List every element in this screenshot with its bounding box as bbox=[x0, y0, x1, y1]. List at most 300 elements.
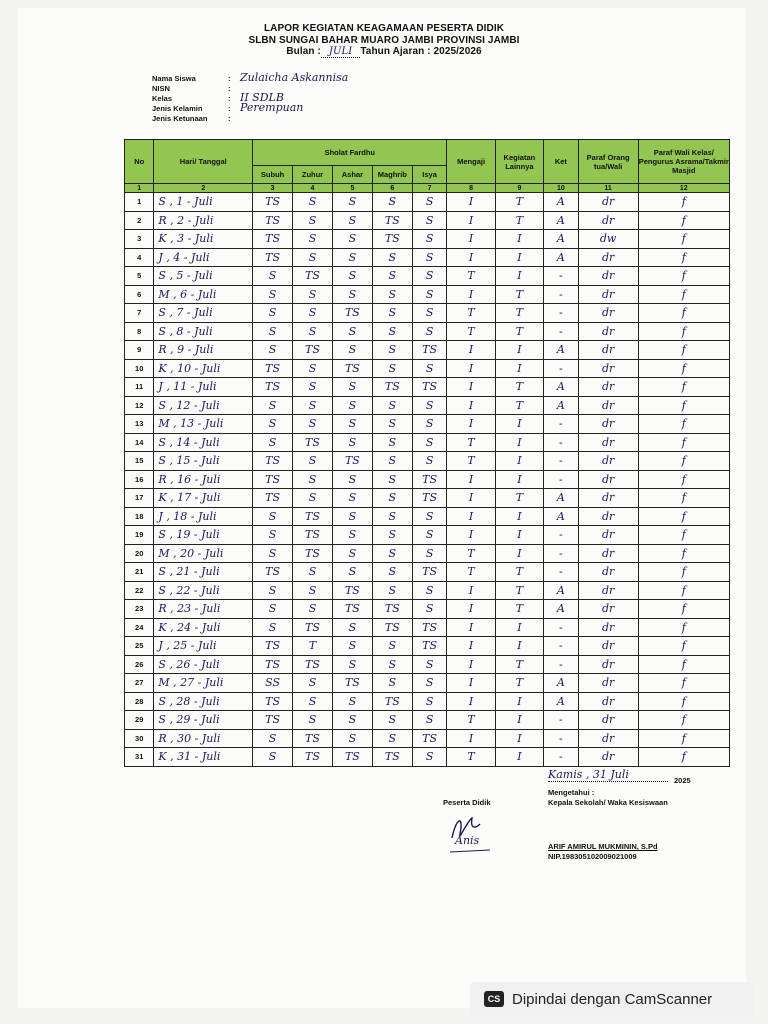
table-cell: - bbox=[544, 285, 579, 304]
table-cell: I bbox=[495, 230, 543, 249]
table-cell: 10 bbox=[125, 359, 154, 378]
table-cell: S bbox=[293, 415, 333, 434]
table-cell: TS bbox=[253, 692, 293, 711]
table-cell: I bbox=[495, 711, 543, 730]
table-cell: f bbox=[638, 230, 729, 249]
table-cell: S bbox=[293, 396, 333, 415]
table-cell: K , 31 - Juli bbox=[154, 748, 253, 767]
table-cell: - bbox=[544, 452, 579, 471]
officer-nip: NIP.198305102009021009 bbox=[548, 852, 637, 861]
table-cell: T bbox=[495, 193, 543, 212]
table-cell: T bbox=[447, 748, 495, 767]
table-cell: dr bbox=[578, 600, 638, 619]
table-cell: - bbox=[544, 618, 579, 637]
table-cell: S , 15 - Juli bbox=[154, 452, 253, 471]
table-cell: f bbox=[638, 396, 729, 415]
table-cell: f bbox=[638, 193, 729, 212]
table-row bbox=[125, 674, 730, 693]
table-row bbox=[125, 581, 730, 600]
table-cell: dr bbox=[578, 489, 638, 508]
table-cell: K , 10 - Juli bbox=[154, 359, 253, 378]
table-cell: I bbox=[495, 618, 543, 637]
table-cell: f bbox=[638, 563, 729, 582]
table-cell: 29 bbox=[125, 711, 154, 730]
table-cell: S bbox=[372, 322, 412, 341]
table-cell: dr bbox=[578, 470, 638, 489]
table-row bbox=[125, 248, 730, 267]
table-cell: dr bbox=[578, 267, 638, 286]
table-cell: - bbox=[544, 359, 579, 378]
table-row bbox=[125, 359, 730, 378]
table-cell: R , 23 - Juli bbox=[154, 600, 253, 619]
table-cell: dr bbox=[578, 581, 638, 600]
table-cell: I bbox=[447, 729, 495, 748]
table-cell: I bbox=[447, 285, 495, 304]
table-cell: I bbox=[447, 692, 495, 711]
table-cell: S bbox=[293, 230, 333, 249]
header-ket: Ket bbox=[544, 140, 579, 184]
table-cell: TS bbox=[293, 544, 333, 563]
footer-year: 2025 bbox=[674, 776, 691, 785]
student-field-label: NISN bbox=[152, 84, 170, 93]
table-cell: S bbox=[332, 489, 372, 508]
table-cell: A bbox=[544, 248, 579, 267]
table-cell: S bbox=[412, 211, 447, 230]
table-cell: S bbox=[412, 248, 447, 267]
header-sholat: Sholat Fardhu bbox=[253, 140, 447, 166]
table-cell: S bbox=[293, 193, 333, 212]
table-cell: 5 bbox=[125, 267, 154, 286]
table-cell: dr bbox=[578, 285, 638, 304]
table-cell: I bbox=[495, 359, 543, 378]
table-cell: S bbox=[412, 433, 447, 452]
table-cell: S bbox=[412, 415, 447, 434]
table-cell: 26 bbox=[125, 655, 154, 674]
table-cell: S bbox=[412, 267, 447, 286]
table-row bbox=[125, 193, 730, 212]
table-cell: S bbox=[293, 674, 333, 693]
table-cell: f bbox=[638, 304, 729, 323]
table-cell: f bbox=[638, 248, 729, 267]
table-cell: I bbox=[495, 433, 543, 452]
table-cell: S bbox=[332, 507, 372, 526]
table-cell: 22 bbox=[125, 581, 154, 600]
student-signature-icon bbox=[446, 808, 496, 858]
table-cell: f bbox=[638, 544, 729, 563]
table-cell: S bbox=[332, 341, 372, 360]
table-cell: TS bbox=[253, 359, 293, 378]
table-cell: S bbox=[293, 711, 333, 730]
table-cell: S bbox=[332, 211, 372, 230]
table-cell: T bbox=[447, 544, 495, 563]
table-cell: S , 5 - Juli bbox=[154, 267, 253, 286]
table-cell: A bbox=[544, 193, 579, 212]
table-cell: T bbox=[447, 433, 495, 452]
table-cell: S bbox=[332, 711, 372, 730]
table-cell: TS bbox=[253, 248, 293, 267]
table-cell: f bbox=[638, 507, 729, 526]
table-cell: TS bbox=[253, 452, 293, 471]
table-cell: S bbox=[372, 396, 412, 415]
student-field-label: Kelas bbox=[152, 94, 173, 103]
table-cell: dr bbox=[578, 211, 638, 230]
table-cell: S bbox=[332, 526, 372, 545]
table-cell: dr bbox=[578, 415, 638, 434]
table-cell: T bbox=[495, 600, 543, 619]
table-cell: M , 6 - Juli bbox=[154, 285, 253, 304]
table-cell: dr bbox=[578, 729, 638, 748]
table-cell: S bbox=[412, 544, 447, 563]
header-maghrib: Maghrib bbox=[372, 166, 412, 184]
table-cell: M , 27 - Juli bbox=[154, 674, 253, 693]
table-cell: TS bbox=[293, 341, 333, 360]
camscanner-logo-icon: CS bbox=[484, 991, 504, 1007]
table-cell: I bbox=[447, 341, 495, 360]
table-cell: S bbox=[293, 378, 333, 397]
table-cell: f bbox=[638, 322, 729, 341]
header-isya: Isya bbox=[412, 166, 447, 184]
table-cell: A bbox=[544, 341, 579, 360]
table-cell: 16 bbox=[125, 470, 154, 489]
table-cell: I bbox=[447, 526, 495, 545]
table-cell: - bbox=[544, 415, 579, 434]
table-cell: TS bbox=[293, 748, 333, 767]
table-cell: 23 bbox=[125, 600, 154, 619]
header-hari: Hari/ Tanggal bbox=[154, 140, 253, 184]
table-cell: K , 3 - Juli bbox=[154, 230, 253, 249]
table-cell: TS bbox=[412, 563, 447, 582]
column-number: 9 bbox=[495, 184, 543, 193]
table-cell: S bbox=[293, 211, 333, 230]
table-cell: TS bbox=[332, 359, 372, 378]
table-cell: S , 26 - Juli bbox=[154, 655, 253, 674]
student-field-label: Nama Siswa bbox=[152, 74, 196, 83]
header-no: No bbox=[125, 140, 154, 184]
table-cell: dr bbox=[578, 433, 638, 452]
table-cell: TS bbox=[332, 674, 372, 693]
table-cell: S bbox=[293, 248, 333, 267]
header-paraf-wali: Paraf Wali Kelas/ Pengurus Asrama/Takmir Masjid bbox=[638, 140, 729, 184]
table-cell: TS bbox=[412, 470, 447, 489]
table-cell: 8 bbox=[125, 322, 154, 341]
table-cell: S , 21 - Juli bbox=[154, 563, 253, 582]
table-cell: S bbox=[332, 655, 372, 674]
table-cell: I bbox=[495, 748, 543, 767]
table-cell: f bbox=[638, 748, 729, 767]
table-cell: S bbox=[332, 692, 372, 711]
table-cell: S bbox=[372, 304, 412, 323]
table-cell: TS bbox=[372, 692, 412, 711]
table-cell: dr bbox=[578, 396, 638, 415]
table-cell: R , 2 - Juli bbox=[154, 211, 253, 230]
table-cell: R , 30 - Juli bbox=[154, 729, 253, 748]
table-cell: R , 9 - Juli bbox=[154, 341, 253, 360]
table-row bbox=[125, 267, 730, 286]
table-cell: f bbox=[638, 211, 729, 230]
table-cell: f bbox=[638, 378, 729, 397]
table-cell: I bbox=[447, 655, 495, 674]
table-cell: J , 18 - Juli bbox=[154, 507, 253, 526]
table-cell: 28 bbox=[125, 692, 154, 711]
table-cell: f bbox=[638, 415, 729, 434]
table-row bbox=[125, 655, 730, 674]
mengetahui-label: Mengetahui : bbox=[548, 788, 595, 797]
table-cell: - bbox=[544, 304, 579, 323]
table-cell: T bbox=[495, 211, 543, 230]
table-cell: S bbox=[253, 544, 293, 563]
student-field-value: Zulaicha Askannisa bbox=[240, 71, 349, 84]
table-cell: J , 11 - Juli bbox=[154, 378, 253, 397]
header-mengaji: Mengaji bbox=[447, 140, 495, 184]
table-row bbox=[125, 563, 730, 582]
table-cell: f bbox=[638, 433, 729, 452]
table-cell: TS bbox=[412, 341, 447, 360]
table-cell: T bbox=[447, 563, 495, 582]
table-cell: M , 20 - Juli bbox=[154, 544, 253, 563]
table-cell: T bbox=[495, 322, 543, 341]
table-cell: TS bbox=[253, 563, 293, 582]
table-cell: f bbox=[638, 692, 729, 711]
camscanner-text: Dipindai dengan CamScanner bbox=[512, 990, 713, 1008]
period-line bbox=[0, 46, 768, 57]
table-cell: dr bbox=[578, 674, 638, 693]
table-cell: f bbox=[638, 600, 729, 619]
table-cell: dr bbox=[578, 711, 638, 730]
table-cell: dr bbox=[578, 637, 638, 656]
column-number: 2 bbox=[154, 184, 253, 193]
table-row bbox=[125, 637, 730, 656]
student-field-value: Perempuan bbox=[240, 101, 304, 114]
table-cell: I bbox=[447, 674, 495, 693]
table-cell: I bbox=[495, 248, 543, 267]
table-cell: TS bbox=[253, 711, 293, 730]
header-kegiatan: Kegiatan Lainnya bbox=[495, 140, 543, 184]
table-cell: - bbox=[544, 267, 579, 286]
table-cell: 14 bbox=[125, 433, 154, 452]
table-cell: TS bbox=[332, 748, 372, 767]
table-cell: T bbox=[495, 489, 543, 508]
column-number: 11 bbox=[578, 184, 638, 193]
table-cell: I bbox=[447, 211, 495, 230]
table-cell: S bbox=[332, 415, 372, 434]
table-cell: 25 bbox=[125, 637, 154, 656]
table-cell: 1 bbox=[125, 193, 154, 212]
table-cell: S bbox=[332, 248, 372, 267]
table-cell: S bbox=[293, 489, 333, 508]
table-row bbox=[125, 415, 730, 434]
table-cell: I bbox=[447, 359, 495, 378]
column-number: 1 bbox=[125, 184, 154, 193]
table-cell: TS bbox=[412, 489, 447, 508]
table-cell: S , 19 - Juli bbox=[154, 526, 253, 545]
report-title: LAPOR KEGIATAN KEAGAMAAN PESERTA DIDIK bbox=[263, 23, 505, 34]
table-cell: f bbox=[638, 267, 729, 286]
table-cell: 2 bbox=[125, 211, 154, 230]
table-cell: - bbox=[544, 637, 579, 656]
table-cell: S , 12 - Juli bbox=[154, 396, 253, 415]
table-cell: S bbox=[412, 600, 447, 619]
table-row bbox=[125, 526, 730, 545]
table-cell: S bbox=[332, 267, 372, 286]
table-cell: TS bbox=[253, 193, 293, 212]
table-cell: TS bbox=[293, 267, 333, 286]
table-cell: S , 14 - Juli bbox=[154, 433, 253, 452]
table-row bbox=[125, 748, 730, 767]
camscanner-banner bbox=[470, 982, 754, 1016]
table-cell: J , 25 - Juli bbox=[154, 637, 253, 656]
table-cell: S bbox=[293, 581, 333, 600]
table-cell: 21 bbox=[125, 563, 154, 582]
table-cell: S bbox=[332, 322, 372, 341]
table-cell: TS bbox=[372, 378, 412, 397]
table-cell: S bbox=[412, 396, 447, 415]
column-number: 7 bbox=[412, 184, 447, 193]
colon: : bbox=[228, 74, 231, 83]
table-cell: S , 22 - Juli bbox=[154, 581, 253, 600]
table-cell: S bbox=[253, 600, 293, 619]
table-cell: S bbox=[412, 674, 447, 693]
table-cell: I bbox=[447, 489, 495, 508]
table-cell: dr bbox=[578, 452, 638, 471]
table-cell: S bbox=[412, 322, 447, 341]
table-cell: TS bbox=[412, 618, 447, 637]
table-cell: dr bbox=[578, 193, 638, 212]
table-cell: S bbox=[332, 618, 372, 637]
table-cell: S bbox=[372, 285, 412, 304]
table-cell: S bbox=[412, 655, 447, 674]
table-cell: TS bbox=[372, 748, 412, 767]
table-cell: f bbox=[638, 637, 729, 656]
table-cell: TS bbox=[332, 304, 372, 323]
column-number-row bbox=[125, 184, 730, 193]
table-cell: I bbox=[495, 729, 543, 748]
table-cell: T bbox=[293, 637, 333, 656]
table-cell: S bbox=[372, 711, 412, 730]
table-cell: S bbox=[293, 322, 333, 341]
table-cell: TS bbox=[372, 230, 412, 249]
table-cell: S bbox=[332, 470, 372, 489]
table-cell: dr bbox=[578, 655, 638, 674]
table-cell: dr bbox=[578, 359, 638, 378]
table-cell: TS bbox=[253, 637, 293, 656]
table-cell: S bbox=[293, 470, 333, 489]
table-cell: f bbox=[638, 285, 729, 304]
table-cell: TS bbox=[253, 489, 293, 508]
table-cell: S bbox=[332, 563, 372, 582]
table-cell: A bbox=[544, 674, 579, 693]
table-cell: S bbox=[372, 655, 412, 674]
table-cell: S bbox=[372, 267, 412, 286]
table-cell: K , 24 - Juli bbox=[154, 618, 253, 637]
table-cell: S bbox=[372, 507, 412, 526]
table-cell: dr bbox=[578, 341, 638, 360]
table-cell: f bbox=[638, 341, 729, 360]
table-cell: T bbox=[495, 396, 543, 415]
table-cell: T bbox=[447, 304, 495, 323]
table-row bbox=[125, 489, 730, 508]
table-cell: TS bbox=[412, 378, 447, 397]
colon: : bbox=[228, 94, 231, 103]
table-cell: TS bbox=[372, 211, 412, 230]
table-cell: I bbox=[447, 618, 495, 637]
table-cell: S bbox=[293, 452, 333, 471]
table-cell: S bbox=[332, 637, 372, 656]
table-cell: I bbox=[447, 396, 495, 415]
table-cell: T bbox=[495, 285, 543, 304]
column-number: 4 bbox=[293, 184, 333, 193]
table-cell: 18 bbox=[125, 507, 154, 526]
student-field-value: II SDLB bbox=[240, 91, 284, 104]
school-title: SLBN SUNGAI BAHAR MUARO JAMBI PROVINSI JAMBI bbox=[248, 35, 520, 46]
table-row bbox=[125, 452, 730, 471]
table-row bbox=[125, 711, 730, 730]
table-row bbox=[125, 304, 730, 323]
table-cell: I bbox=[447, 248, 495, 267]
table-cell: K , 17 - Juli bbox=[154, 489, 253, 508]
table-cell: I bbox=[495, 267, 543, 286]
table-cell: 11 bbox=[125, 378, 154, 397]
student-field-label: Jenis Kelamin bbox=[152, 104, 203, 113]
table-cell: S bbox=[253, 618, 293, 637]
table-cell: S bbox=[412, 452, 447, 471]
table-row bbox=[125, 322, 730, 341]
table-row bbox=[125, 341, 730, 360]
table-row bbox=[125, 211, 730, 230]
table-cell: S , 1 - Juli bbox=[154, 193, 253, 212]
tahun-label: Tahun Ajaran : 2025/2026 bbox=[360, 46, 482, 57]
table-body bbox=[125, 193, 730, 767]
table-cell: - bbox=[544, 563, 579, 582]
officer-name: ARIF AMIRUL MUKMININ, S.Pd bbox=[548, 842, 658, 851]
table-cell: S bbox=[412, 359, 447, 378]
table-cell: f bbox=[638, 470, 729, 489]
table-cell: S bbox=[372, 526, 412, 545]
table-cell: - bbox=[544, 322, 579, 341]
table-cell: I bbox=[495, 341, 543, 360]
table-cell: I bbox=[447, 637, 495, 656]
table-cell: A bbox=[544, 378, 579, 397]
table-cell: A bbox=[544, 489, 579, 508]
table-cell: TS bbox=[293, 729, 333, 748]
table-cell: 27 bbox=[125, 674, 154, 693]
table-cell: T bbox=[495, 581, 543, 600]
table-cell: S bbox=[372, 248, 412, 267]
table-cell: 20 bbox=[125, 544, 154, 563]
table-cell: dr bbox=[578, 748, 638, 767]
column-number: 8 bbox=[447, 184, 495, 193]
table-cell: TS bbox=[332, 452, 372, 471]
table-cell: S bbox=[253, 433, 293, 452]
table-cell: 6 bbox=[125, 285, 154, 304]
table-cell: T bbox=[447, 711, 495, 730]
table-cell: S bbox=[293, 600, 333, 619]
colon: : bbox=[228, 84, 231, 93]
table-cell: J , 4 - Juli bbox=[154, 248, 253, 267]
table-cell: I bbox=[495, 452, 543, 471]
table-cell: S , 29 - Juli bbox=[154, 711, 253, 730]
table-cell: dr bbox=[578, 304, 638, 323]
table-cell: TS bbox=[293, 618, 333, 637]
table-cell: I bbox=[495, 526, 543, 545]
table-cell: dr bbox=[578, 526, 638, 545]
table-cell: S bbox=[253, 581, 293, 600]
table-cell: TS bbox=[293, 655, 333, 674]
table-cell: TS bbox=[253, 230, 293, 249]
table-cell: I bbox=[447, 470, 495, 489]
table-cell: A bbox=[544, 581, 579, 600]
table-row bbox=[125, 396, 730, 415]
table-cell: 30 bbox=[125, 729, 154, 748]
